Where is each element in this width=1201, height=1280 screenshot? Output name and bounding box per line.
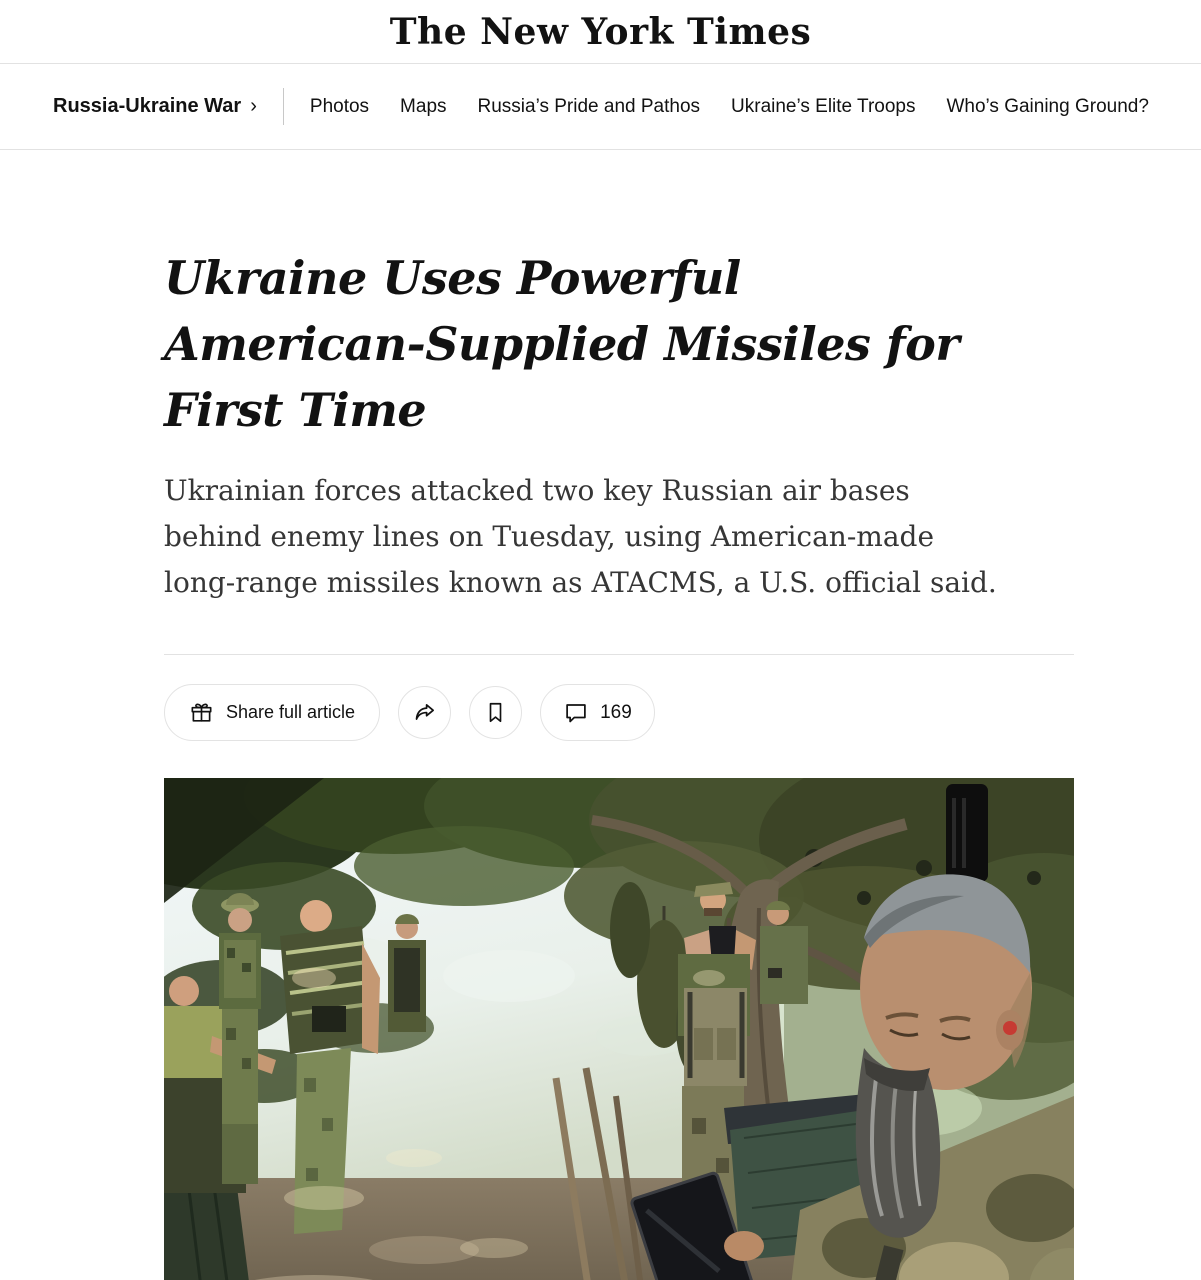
nav-link-ukraines-elite-troops[interactable]: Ukraine’s Elite Troops [731,95,916,117]
gift-icon [189,700,214,725]
action-bar [164,684,1074,741]
share-arrow-icon [412,700,438,726]
nav-section-title[interactable] [53,95,257,118]
nyt-logo[interactable]: The New York Times [389,10,812,53]
comment-bubble-icon [563,700,589,726]
share-full-article-label: Share full article [226,702,356,723]
nav-link-russias-pride-and-pathos[interactable]: Russia’s Pride and Pathos [477,95,701,117]
summary-divider [164,654,1074,655]
nav-link-whos-gaining-ground[interactable]: Who’s Gaining Ground? [946,95,1149,117]
section-nav [0,64,1201,150]
article-photo [164,778,1074,1280]
photo-illustration [164,778,1074,1280]
chevron-right-icon: › [250,95,257,117]
nav-link-maps[interactable]: Maps [400,95,447,117]
article-summary: Ukrainian forces attacked two key Russian air bases behind enemy lines on Tuesday, using American-made long-range missiles known as ATACMS, a U.S. official said. [164,474,997,599]
share-full-article-button[interactable] [164,684,380,741]
nav-link-photos[interactable]: Photos [309,95,370,117]
bookmark-icon [483,700,508,725]
nav-divider [283,88,284,125]
nav-section-title-label: Russia-Ukraine War [53,95,242,117]
save-button[interactable] [469,686,522,739]
comments-button[interactable] [540,684,655,741]
article [164,246,1074,1280]
article-headline: Ukraine Uses Powerful American-Supplied Missiles for First Time [164,251,960,437]
masthead [0,0,1201,64]
nav-links [310,96,1149,118]
share-button[interactable] [398,686,451,739]
comment-count: 169 [600,701,632,723]
